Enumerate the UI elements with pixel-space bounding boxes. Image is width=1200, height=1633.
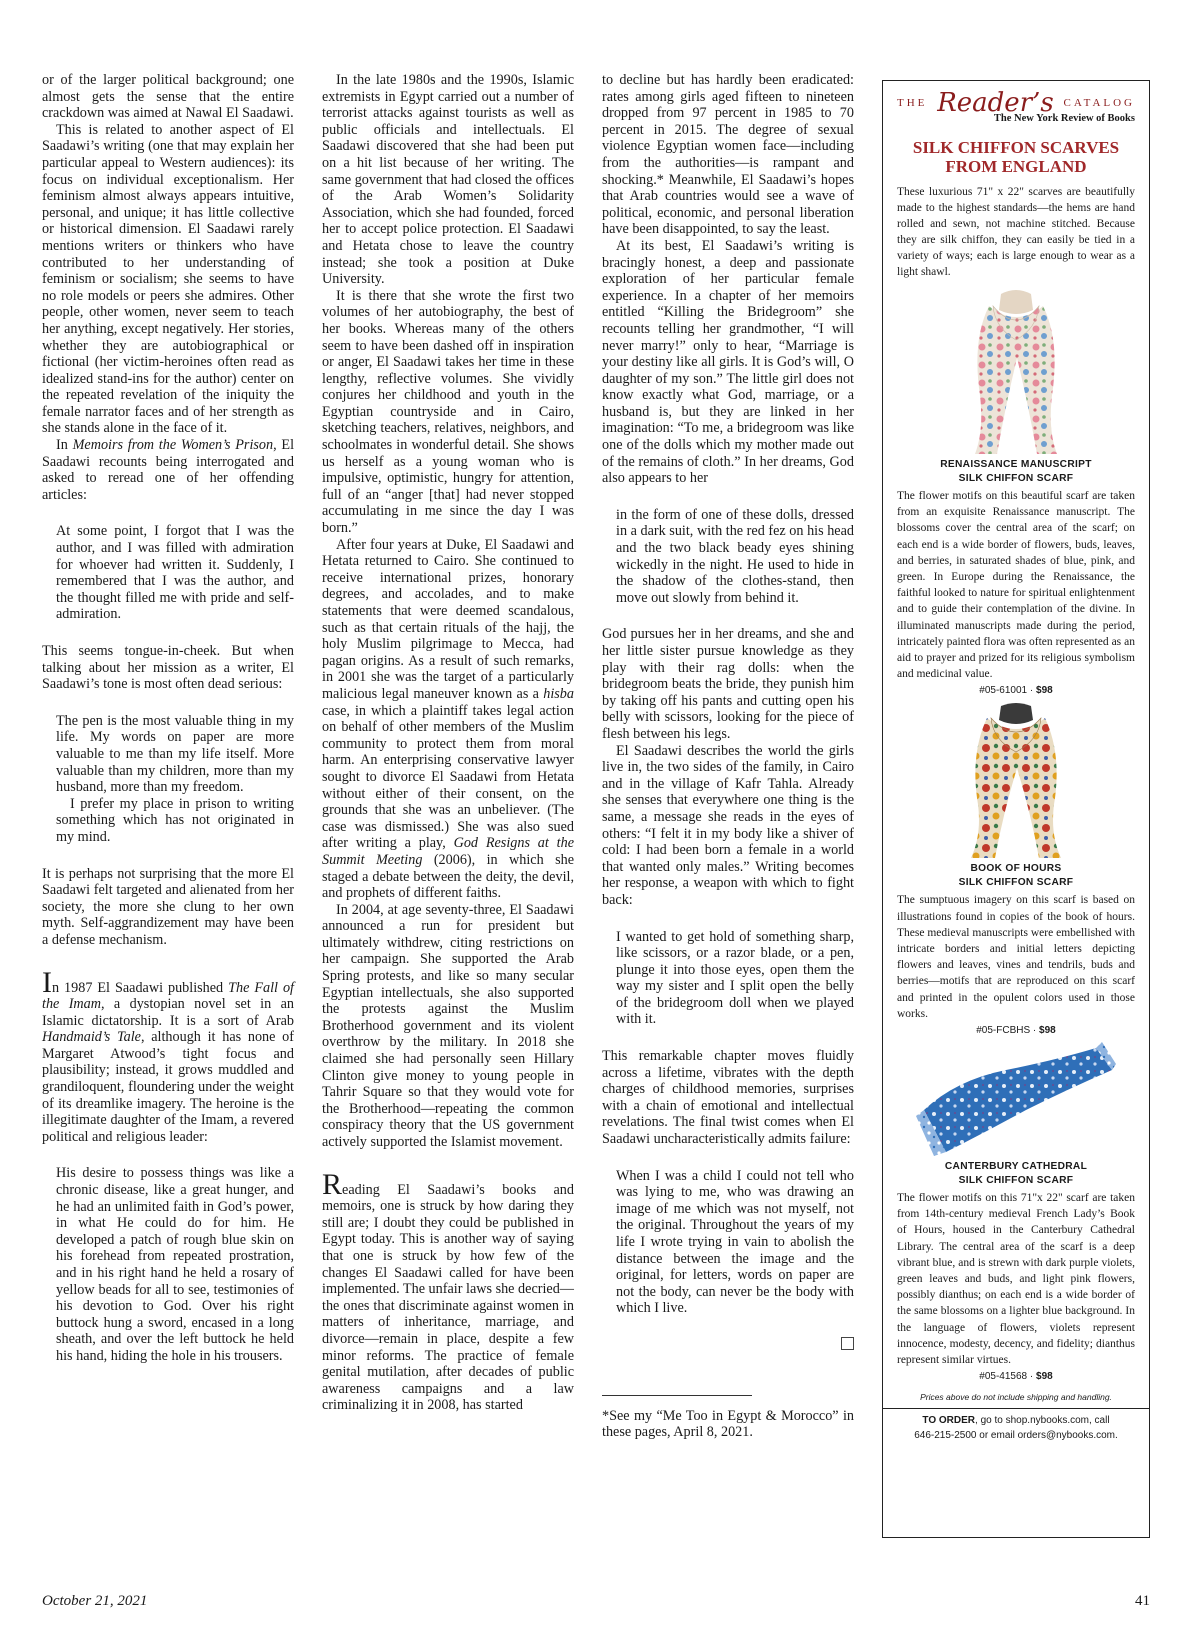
nyrb-logo: The New York Review of Books [993,113,1135,124]
catalog-divider [883,1408,1149,1409]
quote-text: in the form of one of these dolls, dressed in a dark suit, with the red fez on his head and the two black beady eyes shining wickedly in the night. He used to hide in the shadow of the clothes-stand, then move out slowly from behind it. [616,506,854,606]
product-price: #05-41568 · $98 [979,1371,1053,1383]
article-column-3 [602,72,854,1441]
paragraph: After four years at Duke, El Saadawi and Hetata returned to Cairo. She continued to receive international prizes, honorary degrees, and accolades, and to make statements that were deemed scandalous, such as that certain rituals of the hajj, the holy Muslim pilgrimage to Mecca, had pagan origins. As a result of such remarks, in 2001 she was the target of a particularly malicious legal maneuver known as a hisba case, in which a plaintiff takes legal action on behalf of other members of the Muslim community to protect them from moral harm. An enterprising conservative lawyer sought to divorce El Saadawi from Hetata without either of their consent, on the grounds that she was an unbeliever. (The case was dismissed.) She was also sued after writing a play, God Resigns at the Summit Meeting (2006), in which she staged a debate between the deity, the devil, and prophets of different faiths. [322,536,574,902]
product-name: SILK CHIFFON SCARF [958,1175,1074,1187]
section-start-paragraph: Reading El Saadawi’s books and memoirs, one is struck by how daring they still are; I doubt they could be published in Egypt today. This is another way of saying that one is struck by how few of the changes El Saadawi called for have been implemented. The unfair laws she decried—the ones that discriminate against women in matters of inheritance, marriage, and divorce—remain in place, despite a few minor reforms. The practice of female genital mutilation, after decades of public awareness campaigns and a law criminalizing it in 2008, has started [322,1167,574,1414]
article-column-1 [42,72,294,1385]
masthead-the: THE [897,97,928,109]
product-price: #05-FCBHS · $98 [976,1025,1056,1037]
end-mark-icon [602,1337,854,1355]
article-column-2 [322,72,574,1414]
product-name: SILK CHIFFON SCARF [958,877,1074,889]
paragraph: to decline but has hardly been eradicated: rates among girls aged fifteen to nineteen dropped from 97 percent in 1985 to 70 percent in 2015. The degree of sexual violence Egyptian women face—including from the authorities—is rampant and shocking.* Meanwhile, El Saadawi’s hopes that Arab countries would see a wave of political, economic, and personal liberation have been disappointed, to say the least. [602,72,854,238]
paragraph: In the late 1980s and the 1990s, Islamic extremists in Egypt carried out a number of terrorist attacks against tourists as well as public officials and intellectuals. El Saadawi discovered that she had been put on a hit list because of her writing. The same government that had closed the offices of the Arab Women’s Solidarity Association, which she had founded, forced her to accept police protection. El Saadawi and Hetata chose to leave the country instead; she took a position at Duke University. [322,72,574,288]
paragraph: In Memoirs from the Women’s Prison, El Saadawi recounts being interrogated and asked to reread one of her offending articles: [42,437,295,503]
readers-catalog-ad [882,80,1150,1538]
catalog-intro: These luxurious 71" x 22" scarves are beautifully made to the highest standards—the hems are hand rolled and sewn, not machine stitched. Because they are silk chiffon, they can easily be tied in a variety of ways; each is large enough to wear as a light shawl. [897,186,1135,278]
product-name: RENAISSANCE MANUSCRIPT [940,459,1092,470]
footnote: *See my “Me Too in Egypt & Morocco” in these pages, April 8, 2021. [602,1407,854,1441]
paragraph: At its best, El Saadawi’s writing is bracingly honest, a deep and passionate exploration of her particular female experience. In a chapter of her memoirs entitled “Killing the Bridegroom” she recounts telling her grandmother, “I will never marry!” only to hear, “Marriage is your destiny like all girls. It is God’s will, O daughter of my son.” The little girl does not know exactly what God, marriage, or a husband is, but they are linked in her imagination: “To me, a bridegroom was like one of the dolls which my mother made out of the remains of cloth.” In her dreams, God also appears to her [602,237,854,487]
canterbury-scarf-image [916,1040,1116,1160]
renaissance-scarf-image [941,288,1091,458]
order-label: TO ORDER [922,1415,976,1427]
initial-letter: R [322,1167,343,1201]
masthead-catalog: CATALOG [1063,97,1135,109]
quote-text: When I was a child I could not tell who was lying to me, who was drawing an image of me which was not myself, not the original. Throughout the years of my life I wrote trying in vain to abolish the distance between the image and the original, for letters, words on paper are not the body, can never be the body with which I live. [616,1167,854,1317]
quote-text: The pen is the most valuable thing in my life. My words on paper are more valuable to me than my life itself. More valuable than my children, more than my husband, more than my freedom. [56,712,294,796]
book-title: Handmaid’s Tale [42,1029,141,1046]
book-title: Memoirs from the Women’s Prison [72,437,274,454]
play-title: God Resigns at the Summit Meeting [322,835,574,868]
quote-text: At some point, I forgot that I was the author, and I was filled with admiration for whoever had written it. Suddenly, I remembered that I was the author, and the thought filled me with pride and self-admiration. [56,523,294,623]
paragraph: It is perhaps not surprising that the more El Saadawi felt targeted and alienated from her society, the more she clung to her own myth. Self-aggrandizement may have been a defense mechanism. [42,865,294,948]
book-of-hours-scarf-image [941,702,1091,862]
block-quote [56,523,294,623]
block-quote [56,713,294,846]
book-title: The Fall of the Imam [42,979,294,1013]
product-price: #05-61001 · $98 [979,685,1053,697]
quote-text: I prefer my place in prison to writing something which has not originated in my mind. [56,795,294,845]
quote-text: His desire to possess things was like a chronic disease, like a great hunger, and he had an unlimited faith in God’s power, in what He could do for him. He developed a patch of rough blue skin on his forehead from repeated prostration, and in his right hand he held a rosary of yellow beads for all to see, testimonies of his devotion to God. Over his right buttock hung a sword, encased in a long sheath, and over the left buttock he held his hand, hiding the hole in his trousers. [56,1165,294,1364]
product-description: The sumptuous imagery on this scarf is based on illustrations found in copies of the book of hours. These medieval manuscripts were embellished with intricate borders and initial letters depicting flowers and leaves, vines and tendrils, buds and berries—motifs that are reproduced on this scarf and printed in the opulent colors used in those works. [897,894,1135,1020]
masthead-readers-logo: Reader’s [937,88,1054,118]
paragraph: In 2004, at age seventy-three, El Saadawi announced a run for president but ultimately withdrew, citing restrictions on her campaign. She supported the Arab Spring protests, and like so many secular Egyptian intellectuals, she also supported the protests against the Muslim Brotherhood government and its violent overthrow by the military. In 2018 she claimed she had personally seen Hillary Clinton give money to young people in Tahrir Square so that they would vote for the Brotherhood—repeating the common conspiracy theory that the US government actively supported the Islamist movement. [322,901,574,1150]
catalog-title: SILK CHIFFON SCARVES FROM ENGLAND [912,138,1120,176]
paragraph: El Saadawi describes the world the girls live in, the two sides of the family, in Cairo and in the village of Kafr Tahla. Already she senses that everywhere one thing is the same, a message she reads in the eyes of others: “I felt it in my body like a shiver of cold: I had been born a female in a world that wanted only males.” Writing becomes her response, a weapon with which to fight back: [602,742,854,908]
section-start-paragraph: In 1987 El Saadawi published The Fall of the Imam, a dystopian novel set in an Islamic dictatorship. It is a sort of Arab Handmaid’s Tale, although it has none of Margaret Atwood’s tight focus and plausibility; instead, it grows muddled and grandiloquent, floundering under the weight of its dreamlike imagery. The heroine is the illegitimate daughter of the Imam, a revered political and religious leader: [42,965,294,1145]
paragraph: This remarkable chapter moves fluidly across a lifetime, vibrates with the depth charges of childhood memories, surprises with a chain of emotional and intellectual revelations. The final twist comes when El Saadawi uncharacteristically admits failure: [602,1048,854,1148]
paragraph: This seems tongue-in-cheek. But when talking about her mission as a writer, El Saadawi’s tone is most often dead serious: [42,643,294,693]
product-name: SILK CHIFFON SCARF [958,473,1074,484]
initial-letter: I [42,965,52,999]
order-info: TO ORDER, go to shop.nybooks.com, call 646-215-2500 or email orders@nybooks.com. [914,1415,1118,1442]
paragraph: It is there that she wrote the first two volumes of her autobiography, the best of her books. Whereas many of the others seem to have been dashed off in inspiration or anger, El Saadawi takes her time in these lengthy, reflective volumes. She vividly conjures her childhood and youth in the Egyptian countryside and in Cairo, sketching teachers, relatives, neighbors, and schoolmates in wonderful detail. She shows us herself as a young woman who is impulsive, optimistic, hungry for attention, full of an “anger [that] had never stopped accumulating in me since the day I was born.” [322,287,574,537]
product-name: BOOK OF HOURS [970,863,1062,875]
block-quote [616,507,854,607]
italic-term: hisba [543,685,574,702]
issue-date: October 21, 2021 [42,1593,148,1609]
product-description: The flower motifs on this beautiful scarf are taken from an exquisite Renaissance manuscript. The blossoms cover the central area of the scarf; on each end is a wide border of flowers, buds, leaves, and berries, in saturated shades of blue, pink, and green. In Europe during the Renaissance, the faithful looked to nature for spiritual enlightenment and to guide their contemplation of the divine. In illuminated manuscripts made during the period, intricately painted flora was often represented as an aid to prayer and prized for its religious symbolism and medicinal value. [897,490,1135,681]
product-name: CANTERBURY CATHEDRAL [944,1161,1088,1173]
footnote-divider [602,1395,752,1396]
shipping-disclaimer: Prices above do not include shipping and handling. [920,1392,1112,1403]
page-number: 41 [1135,1593,1150,1609]
product-description: The flower motifs on this 71"x 22" scarf are taken from 14th-century medieval French Lady’s Book of Hours, housed in the Canterbury Cathedral Library. The central area of the scarf is a deep vibrant blue, and is strewn with dark purple violets, green leaves and buds, and light pink flowers, possibly dianthus; on each end is a wide border of the same blossoms on a lighter blue background. In the language of flowers, violets represent innocence, modesty, decency, and fidelity; dianthus represent similar virtues. [897,1192,1135,1367]
block-quote [616,1168,854,1317]
quote-text: I wanted to get hold of something sharp, like scissors, or a razor blade, or a pen, plunge it into those eyes, open them the way my sister and I split open the belly of the bridegroom doll when we played with it. [616,928,854,1028]
paragraph: or of the larger political background; one almost gets the sense that the entire crackdown was aimed at Nawal El Saadawi. [42,72,294,122]
block-quote [56,1165,294,1364]
paragraph: This is related to another aspect of El Saadawi’s writing (one that may explain her particular appeal to Western audiences): its focus on individual exceptionalism. Her feminism almost always appears intuitive, personal, and unique; it has little collective or historical dimension. El Saadawi rarely mentions writers or thinkers who have contributed to her understanding of feminism or socialism; she seems to have no role models or peers she admires. Other people, other women, never seem to teach her anything, except negatively. Her stories, whether they are autobiographical or fictional (her victim-heroines often read as idealized stand-ins for the author) center on the repeated revelation of the iniquity the female narrator faces and of her strength as she stands alone in the face of it. [42,121,294,437]
paragraph: God pursues her in her dreams, and she and her little sister pursue knowledge as they play with their rag dolls: when the bridegroom beats the bride, they punish him by taking off his pants and cutting open his belly with scissors, looking for the piece of flesh between his legs. [602,626,854,742]
block-quote [616,929,854,1029]
